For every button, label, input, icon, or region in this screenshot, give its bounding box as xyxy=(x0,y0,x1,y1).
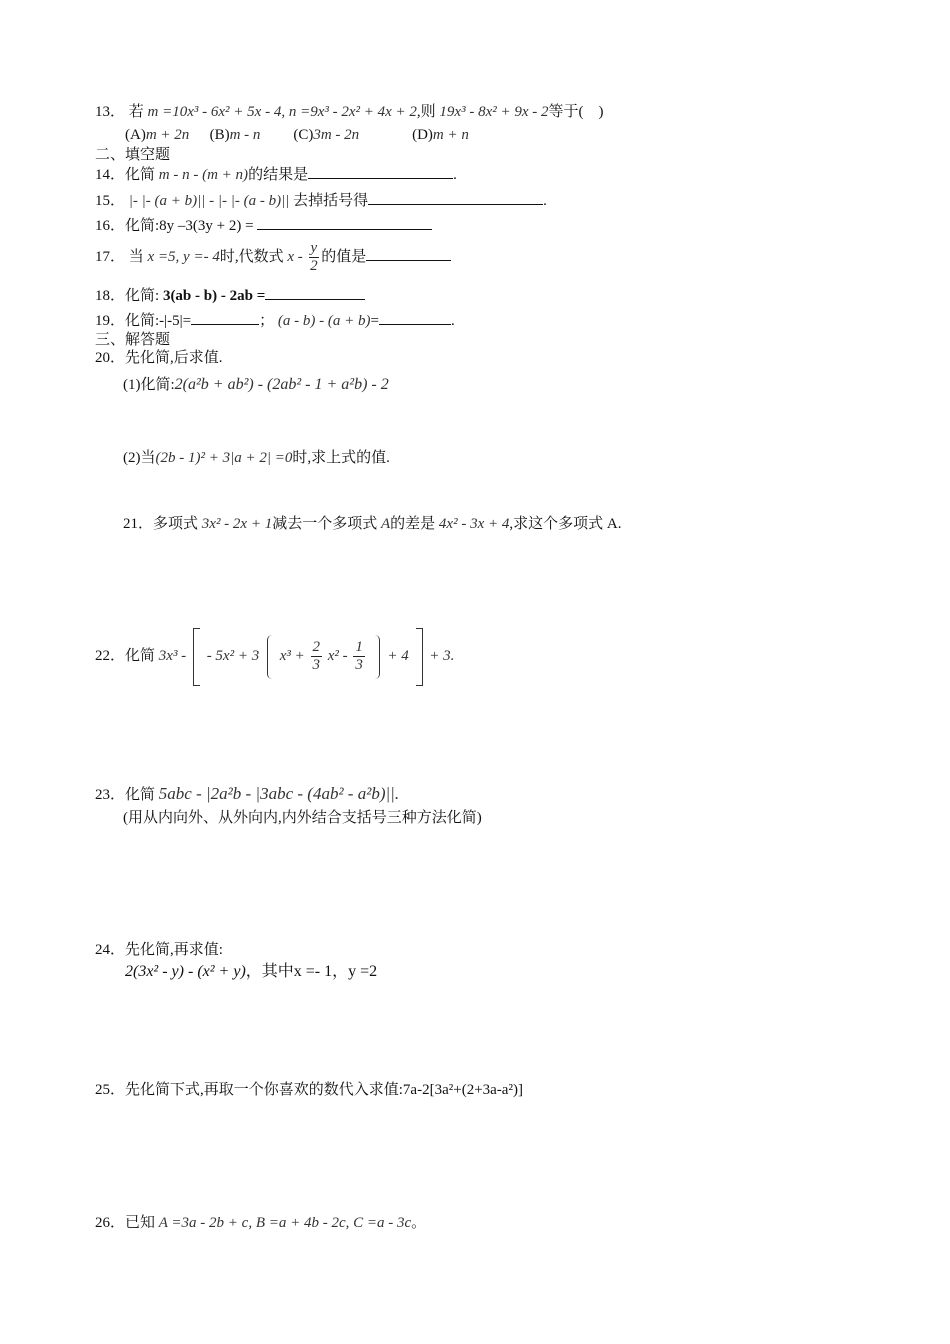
question-21 xyxy=(123,514,621,534)
question-number: 13． xyxy=(95,104,126,120)
math-expression: m =10x³ - 6x² + 5x - 4, n =9x³ - 2x² + 4x + 2 xyxy=(147,104,417,120)
question-number: 15． xyxy=(95,193,126,209)
question-16 xyxy=(95,215,432,236)
question-text: ； xyxy=(259,313,275,329)
answer-blank[interactable] xyxy=(379,310,451,325)
answer-blank[interactable] xyxy=(368,190,543,205)
answer-blank[interactable] xyxy=(257,215,432,230)
question-text: . xyxy=(543,193,547,209)
option-expr: m + 2n xyxy=(145,127,190,143)
question-text: 时,代数式 xyxy=(219,249,284,265)
math-expression: x =5, y =- 4 xyxy=(147,249,220,265)
option-label: (C) xyxy=(293,127,314,143)
question-text: 化简 xyxy=(125,167,156,183)
part-label: (1)化简: xyxy=(123,377,175,393)
question-text: 化简:-|-5|= xyxy=(125,313,192,329)
question-text: 已知 xyxy=(125,1215,156,1231)
right-bracket xyxy=(416,628,423,686)
section-heading: 三、解答题 xyxy=(95,332,171,348)
fraction xyxy=(309,240,320,275)
math-expression: - 5x² + 3 xyxy=(206,648,260,664)
question-number: 26． xyxy=(95,1215,126,1231)
math-expression: 2(3x² - y) - (x² + y) xyxy=(125,963,246,980)
question-text: 多项式 xyxy=(153,516,199,532)
question-17 xyxy=(95,240,451,275)
question-text: 化简 xyxy=(125,787,156,803)
question-20-part-2 xyxy=(123,446,390,470)
question-number: 22． xyxy=(95,648,126,664)
question-text: 的结果是 xyxy=(248,167,309,183)
question-text: 当 xyxy=(128,249,144,265)
question-text: 。 xyxy=(411,1215,427,1231)
math-expression: (a - b) - (a + b) xyxy=(277,313,371,329)
question-text: 等于( ) xyxy=(548,104,604,120)
math-expression: 3x² - 2x + 1 xyxy=(201,516,273,532)
question-23 xyxy=(95,782,399,807)
math-expression: |- |- (a + b)|| - |- |- (a - b)|| xyxy=(128,193,290,209)
question-text: 先化简,后求值. xyxy=(125,350,223,366)
option-label: (A) xyxy=(125,127,146,143)
question-13 xyxy=(95,102,604,122)
question-text: . xyxy=(450,313,455,329)
fraction-denominator: 3 xyxy=(312,657,320,674)
question-20 xyxy=(95,348,223,368)
question-text: ,求这个多项式 A. xyxy=(509,516,622,532)
question-22 xyxy=(95,626,454,686)
fraction-numerator: y xyxy=(310,240,318,257)
question-text: 减去一个多项式 xyxy=(272,516,378,532)
question-text: . xyxy=(453,167,457,183)
option-label: (B) xyxy=(209,127,230,143)
question-number: 17． xyxy=(95,249,126,265)
question-19 xyxy=(95,310,455,331)
question-text: 化简: xyxy=(125,288,160,304)
math-expression: + 4 xyxy=(387,648,409,664)
math-expression: x - xyxy=(287,249,303,265)
question-number: 24． xyxy=(95,942,126,958)
question-text: 先化简下式,再取一个你喜欢的数代入求值:7a-2[3a²+(2+3a-a²)] xyxy=(125,1082,523,1098)
question-number: 14． xyxy=(95,167,126,183)
math-expression: 4x² - 3x + 4 xyxy=(438,516,510,532)
part-label: (2)当 xyxy=(123,450,156,466)
question-number: 18． xyxy=(95,288,126,304)
question-text: 的差是 xyxy=(390,516,436,532)
question-text: 时,求上式的值. xyxy=(292,450,390,466)
answer-blank[interactable] xyxy=(366,246,451,261)
question-text: 去掉括号得 xyxy=(293,193,369,209)
question-15 xyxy=(95,190,547,211)
condition-text: ，其中x =- 1，y =2 xyxy=(245,963,378,980)
question-number: 19． xyxy=(95,313,126,329)
math-expression: + 3. xyxy=(429,648,455,664)
fraction-denominator: 2 xyxy=(310,258,318,275)
math-variable: A xyxy=(380,516,391,532)
question-number: 25． xyxy=(95,1082,126,1098)
question-18 xyxy=(95,285,365,306)
question-13-options xyxy=(125,125,469,145)
question-text: 化简:8y –3(3y + 2) = xyxy=(125,218,258,234)
math-expression: 3(ab - b) - 2ab = xyxy=(162,288,266,304)
fraction-numerator: 2 xyxy=(312,639,320,656)
question-text: 若 xyxy=(128,104,144,120)
math-expression: 3x³ - xyxy=(158,648,187,664)
answer-blank[interactable] xyxy=(191,310,259,325)
question-number: 20． xyxy=(95,350,126,366)
question-20-part-1 xyxy=(123,372,389,398)
question-text: 先化简,再求值: xyxy=(125,942,223,958)
question-text: ,则 xyxy=(416,104,436,120)
math-expression: x³ + xyxy=(279,648,305,664)
question-14 xyxy=(95,164,457,185)
question-number: 23． xyxy=(95,787,126,803)
question-23-note: (用从内向外、从外向内,内外结合支括号三种方法化简) xyxy=(123,810,482,826)
fraction-numerator: 1 xyxy=(355,639,363,656)
option-expr: 3m - 2n xyxy=(313,127,360,143)
question-24-expression xyxy=(125,962,377,982)
right-paren xyxy=(375,635,380,679)
math-expression: m - n - (m + n) xyxy=(158,167,249,183)
question-text: 化简 xyxy=(125,648,156,664)
question-text: = xyxy=(370,313,379,329)
math-expression: 19x³ - 8x² + 9x - 2 xyxy=(439,104,549,120)
math-expression: 2(a²b + ab²) - (2ab² - 1 + a²b) - 2 xyxy=(174,376,389,393)
fraction-denominator: 3 xyxy=(355,657,363,674)
option-expr: m + n xyxy=(432,127,469,143)
math-expression: A =3a - 2b + c, B =a + 4b - 2c, C =a - 3c xyxy=(158,1215,412,1231)
option-label: (D) xyxy=(412,127,433,143)
section-heading: 二、填空题 xyxy=(95,147,171,163)
question-24 xyxy=(95,940,223,960)
question-text: 的值是 xyxy=(321,249,367,265)
question-26 xyxy=(95,1213,426,1233)
math-expression: 5abc - |2a²b - |3abc - (4ab² - a²b)||. xyxy=(158,784,400,803)
question-number: 16． xyxy=(95,218,126,234)
question-number: 21． xyxy=(123,516,154,532)
left-bracket xyxy=(193,628,200,686)
fraction xyxy=(353,639,365,674)
math-expression: (2b - 1)² + 3|a + 2| =0 xyxy=(155,450,293,466)
left-paren xyxy=(267,635,272,679)
option-expr: m - n xyxy=(229,127,261,143)
question-25 xyxy=(95,1080,523,1100)
math-expression: x² - xyxy=(327,648,348,664)
fraction xyxy=(311,639,323,674)
answer-blank[interactable] xyxy=(308,164,453,179)
answer-blank[interactable] xyxy=(265,285,365,300)
